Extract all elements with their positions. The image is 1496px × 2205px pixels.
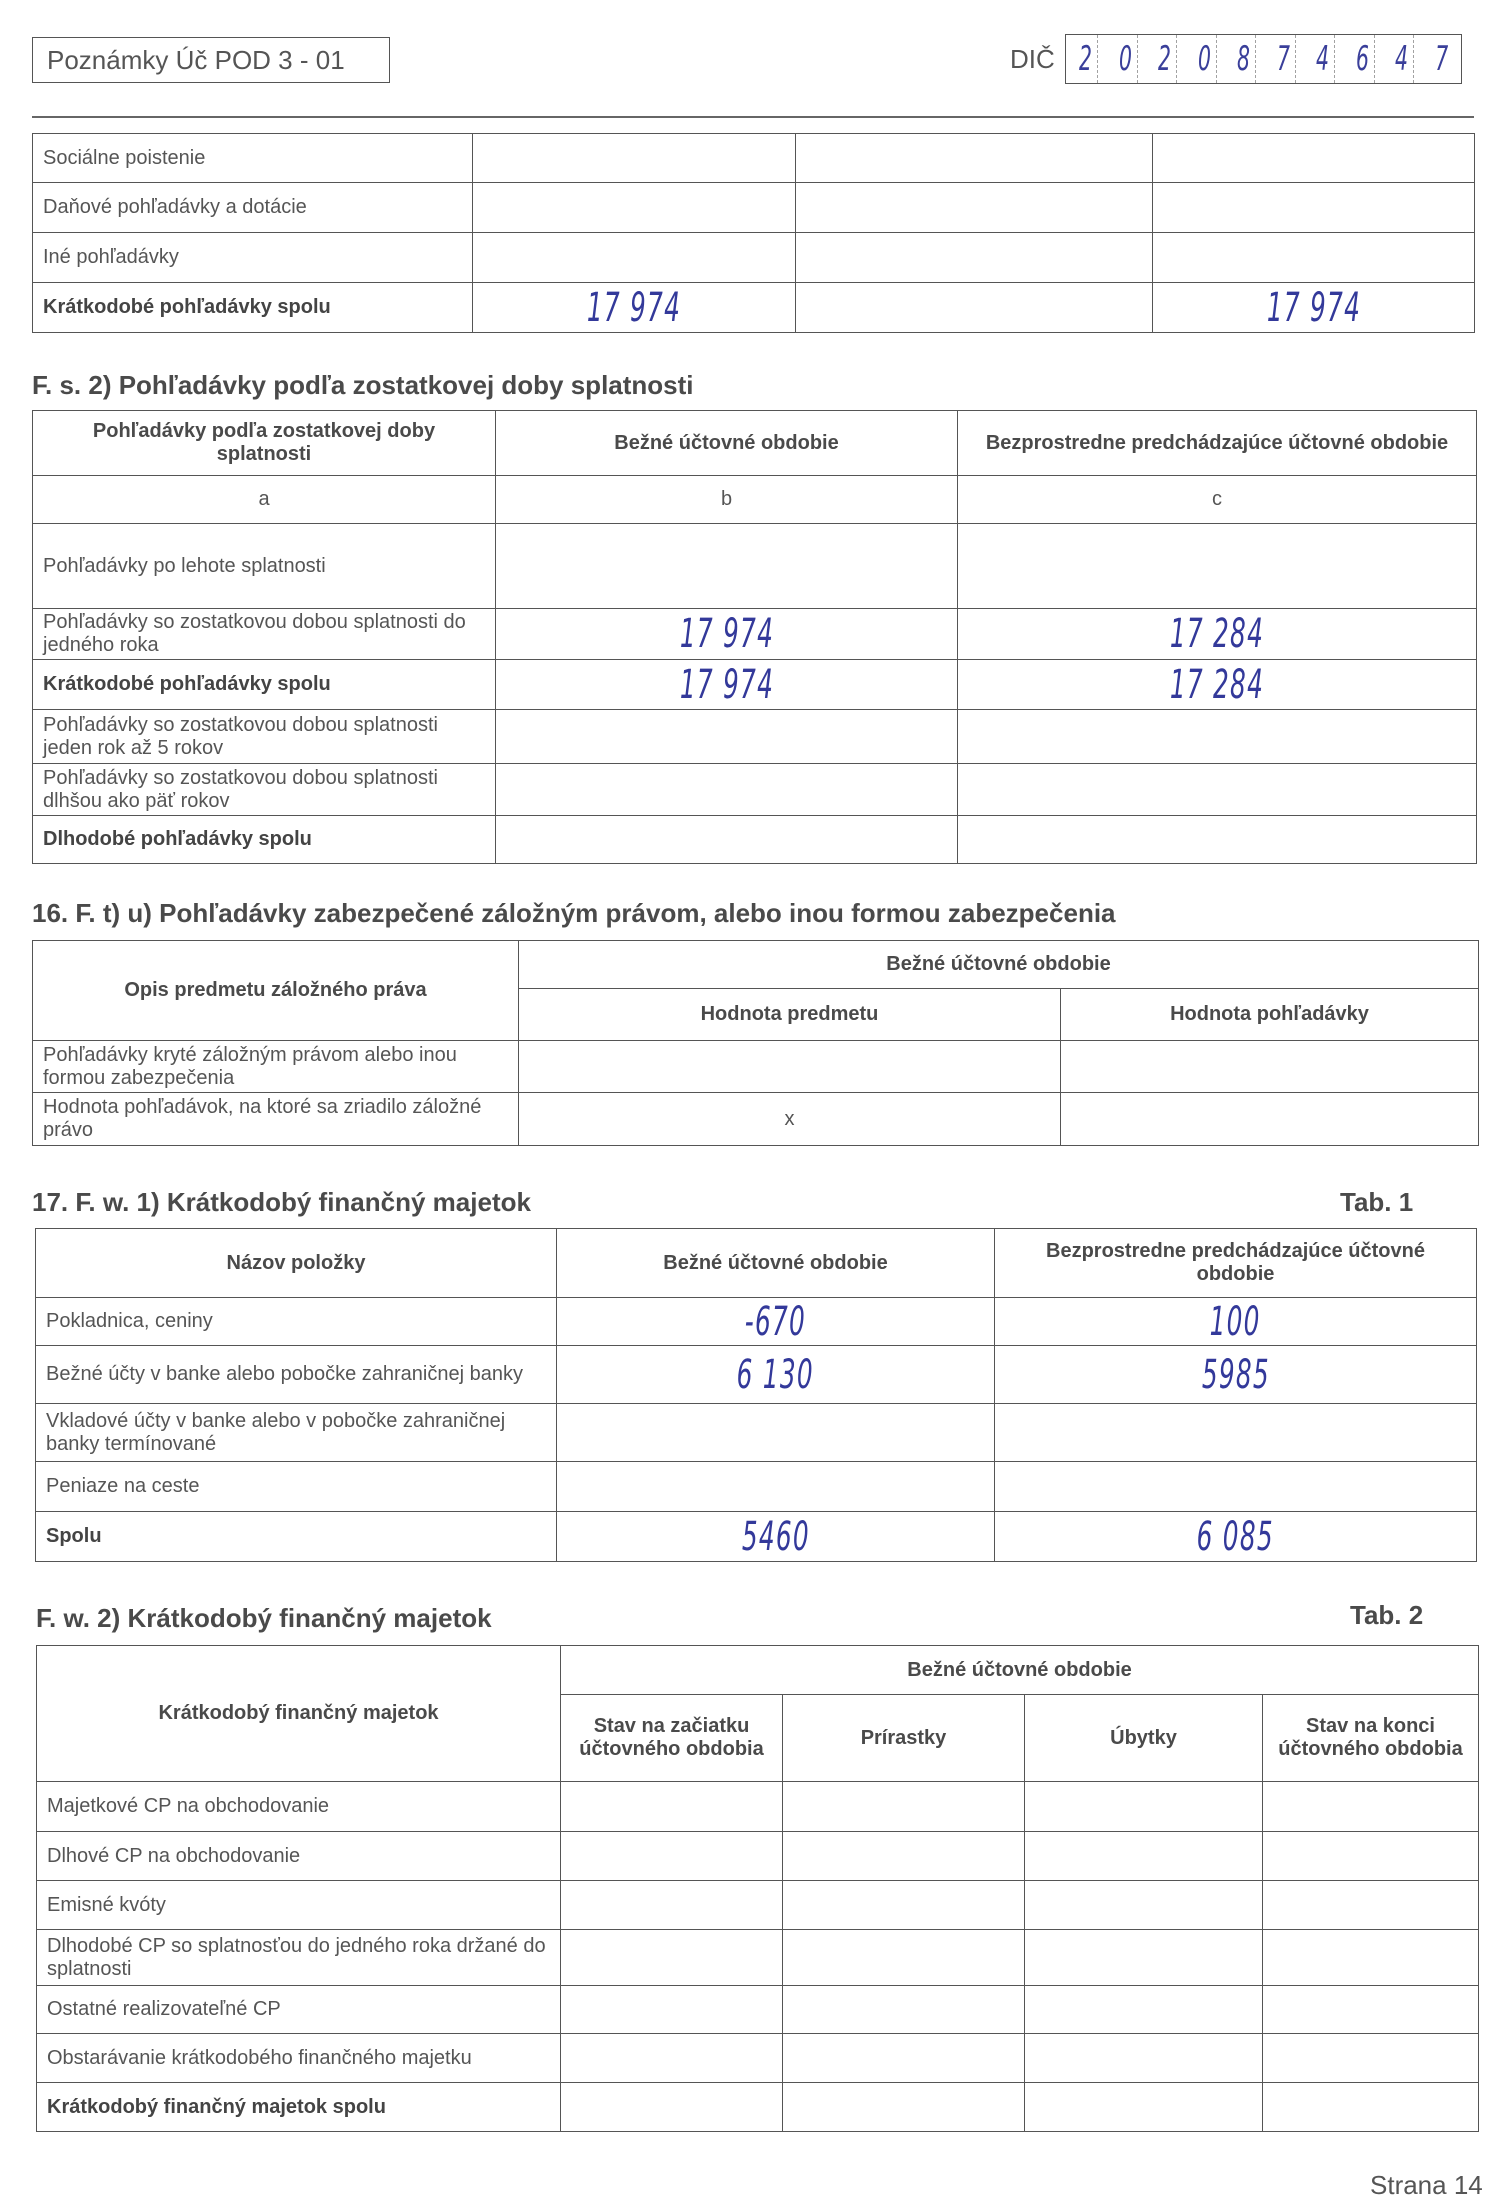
value-cell[interactable] bbox=[783, 1832, 1025, 1881]
table-row bbox=[37, 2034, 1479, 2083]
table-row bbox=[33, 183, 1475, 233]
current-value[interactable]: -670 bbox=[557, 1298, 995, 1346]
dic-digit[interactable]: 7 bbox=[1434, 39, 1448, 79]
table-row bbox=[37, 1986, 1479, 2034]
row-label: Daňové pohľadávky a dotácie bbox=[33, 183, 473, 233]
value-cell[interactable] bbox=[1263, 2034, 1479, 2083]
table-row bbox=[33, 660, 1477, 710]
table-row bbox=[33, 524, 1477, 609]
value-cell[interactable] bbox=[783, 2034, 1025, 2083]
previous-value[interactable] bbox=[958, 524, 1477, 609]
value-cell[interactable] bbox=[783, 1930, 1025, 1986]
row-label: Iné pohľadávky bbox=[33, 233, 473, 283]
row-label: Pohľadávky so zostatkovou dobou splatnosti dlhšou ako päť rokov bbox=[33, 764, 496, 816]
value-cell[interactable] bbox=[1025, 2034, 1263, 2083]
current-value[interactable] bbox=[557, 1404, 995, 1462]
dic-digit[interactable]: 4 bbox=[1311, 35, 1335, 83]
row-label: Krátkodobý finančný majetok spolu bbox=[37, 2083, 561, 2132]
row-label: Spolu bbox=[36, 1512, 557, 1562]
value-receivable[interactable] bbox=[1061, 1093, 1479, 1146]
previous-value[interactable] bbox=[958, 710, 1477, 764]
value-cell[interactable] bbox=[1025, 1986, 1263, 2034]
row-label: Pokladnica, ceniny bbox=[36, 1298, 557, 1346]
column-header: Stav na začiatku účtovného obdobia bbox=[561, 1695, 783, 1782]
column-header: Prírastky bbox=[783, 1695, 1025, 1782]
value-cell[interactable] bbox=[783, 1881, 1025, 1930]
section-title-17: 17. F. w. 1) Krátkodobý finančný majetok bbox=[32, 1187, 531, 1217]
row-label: Ostatné realizovateľné CP bbox=[37, 1986, 561, 2034]
row-label: Krátkodobé pohľadávky spolu bbox=[33, 660, 496, 710]
column-header: Hodnota predmetu bbox=[519, 989, 1061, 1041]
value-cell[interactable] bbox=[1153, 183, 1475, 233]
short-term-financial-assets-table-1 bbox=[35, 1228, 1477, 1562]
value-cell[interactable] bbox=[1153, 134, 1475, 183]
table-row bbox=[37, 1930, 1479, 1986]
row-label: Dlhodobé pohľadávky spolu bbox=[33, 816, 496, 864]
column-header: Stav na konci účtovného obdobia bbox=[1263, 1695, 1479, 1782]
value-cell[interactable] bbox=[1263, 1832, 1479, 1881]
header-row bbox=[37, 1646, 1479, 1695]
previous-value[interactable]: 6 085 bbox=[995, 1512, 1477, 1562]
form-name-box bbox=[32, 37, 390, 83]
table-row bbox=[33, 609, 1477, 660]
value-cell[interactable] bbox=[1153, 233, 1475, 283]
current-value[interactable] bbox=[496, 764, 958, 816]
value-cell[interactable] bbox=[1263, 1930, 1479, 1986]
previous-value[interactable] bbox=[995, 1404, 1477, 1462]
dic-digit[interactable]: 7 bbox=[1271, 35, 1295, 83]
table-row bbox=[33, 134, 1475, 183]
value-cell[interactable] bbox=[1025, 2083, 1263, 2132]
dic-digit[interactable]: 0 bbox=[1113, 35, 1137, 83]
column-header: Bežné účtovné obdobie bbox=[496, 411, 958, 476]
value-cell[interactable] bbox=[1263, 2083, 1479, 2132]
column-letter: b bbox=[496, 476, 958, 524]
column-header: Bezprostredne predchádzajúce účtovné obdobie bbox=[995, 1229, 1477, 1298]
table-row bbox=[33, 816, 1477, 864]
table-row bbox=[37, 1881, 1479, 1930]
value-cell[interactable] bbox=[473, 134, 796, 183]
column-header: Pohľadávky podľa zostatkovej doby splatnosti bbox=[33, 411, 496, 476]
row-label: Sociálne poistenie bbox=[33, 134, 473, 183]
row-label: Pohľadávky po lehote splatnosti bbox=[33, 524, 496, 609]
table-row bbox=[36, 1346, 1477, 1404]
row-label: Obstarávanie krátkodobého finančného majetku bbox=[37, 2034, 561, 2083]
row-label: Vkladové účty v banke alebo v pobočke zahraničnej banky termínované bbox=[36, 1404, 557, 1462]
dic-digit[interactable]: 2 bbox=[1074, 35, 1098, 83]
previous-value[interactable]: 5985 bbox=[995, 1346, 1477, 1404]
receivables-top-table bbox=[32, 133, 1475, 333]
dic-digit[interactable]: 8 bbox=[1232, 35, 1256, 83]
value-cell[interactable] bbox=[1025, 1881, 1263, 1930]
value-cell[interactable] bbox=[1263, 1782, 1479, 1832]
table-row bbox=[33, 1041, 1479, 1093]
previous-value[interactable] bbox=[958, 816, 1477, 864]
current-value[interactable] bbox=[557, 1462, 995, 1512]
tab-label-1: Tab. 1 bbox=[1340, 1187, 1414, 1217]
dic-digit[interactable]: 0 bbox=[1192, 35, 1216, 83]
dic-digit[interactable]: 6 bbox=[1350, 35, 1374, 83]
table-row bbox=[36, 1404, 1477, 1462]
column-header: Bezprostredne predchádzajúce účtovné obdobie bbox=[958, 411, 1477, 476]
table-row bbox=[37, 2083, 1479, 2132]
previous-value[interactable]: 100 bbox=[995, 1298, 1477, 1346]
dic-field[interactable] bbox=[1065, 34, 1462, 84]
column-group-header: Bežné účtovné obdobie bbox=[519, 941, 1479, 989]
collateral-table bbox=[32, 940, 1479, 1146]
column-header: Opis predmetu záložného práva bbox=[33, 941, 519, 1041]
row-label: Bežné účty v banke alebo pobočke zahraničnej banky bbox=[36, 1346, 557, 1404]
section-title-16: 16. F. t) u) Pohľadávky zabezpečené záložným právom, alebo inou formou zabezpečenia bbox=[32, 898, 1116, 928]
value-cell[interactable] bbox=[796, 283, 1153, 333]
column-header: Názov položky bbox=[36, 1229, 557, 1298]
value-cell[interactable] bbox=[473, 233, 796, 283]
row-label: Majetkové CP na obchodovanie bbox=[37, 1782, 561, 1832]
value-cell[interactable] bbox=[796, 134, 1153, 183]
table-row bbox=[33, 283, 1475, 333]
value-subject[interactable]: x bbox=[519, 1093, 1061, 1146]
column-header: Úbytky bbox=[1025, 1695, 1263, 1782]
column-letter: a bbox=[33, 476, 496, 524]
table-row bbox=[36, 1462, 1477, 1512]
header-row bbox=[33, 941, 1479, 989]
dic-digit[interactable]: 4 bbox=[1390, 35, 1414, 83]
value-receivable[interactable] bbox=[1061, 1041, 1479, 1093]
value-cell[interactable]: 17 974 bbox=[1153, 283, 1475, 333]
fs2-table bbox=[32, 410, 1477, 864]
header-divider bbox=[32, 116, 1474, 118]
table-row bbox=[37, 1832, 1479, 1881]
table-row bbox=[37, 1782, 1479, 1832]
page-number: Strana 14 bbox=[1370, 2170, 1483, 2200]
section-title-fs2: F. s. 2) Pohľadávky podľa zostatkovej doby splatnosti bbox=[32, 370, 694, 400]
row-label: Hodnota pohľadávok, na ktoré sa zriadilo záložné právo bbox=[33, 1093, 519, 1146]
letters-row bbox=[33, 476, 1477, 524]
row-label: Peniaze na ceste bbox=[36, 1462, 557, 1512]
dic-label: DIČ bbox=[1010, 44, 1055, 74]
column-group-header: Bežné účtovné obdobie bbox=[561, 1646, 1479, 1695]
current-value[interactable]: 6 130 bbox=[557, 1346, 995, 1404]
current-value[interactable] bbox=[496, 524, 958, 609]
current-value[interactable] bbox=[496, 816, 958, 864]
value-subject[interactable] bbox=[519, 1041, 1061, 1093]
previous-value[interactable] bbox=[995, 1462, 1477, 1512]
previous-value[interactable]: 17 284 bbox=[958, 609, 1477, 660]
value-cell[interactable] bbox=[796, 183, 1153, 233]
form-name: Poznámky Úč POD 3 - 01 bbox=[47, 44, 345, 75]
tab-label-2: Tab. 2 bbox=[1350, 1600, 1424, 1630]
value-cell[interactable] bbox=[561, 1832, 783, 1881]
short-term-financial-assets-table-2 bbox=[36, 1645, 1479, 2132]
row-label: Pohľadávky kryté záložným právom alebo inou formou zabezpečenia bbox=[33, 1041, 519, 1093]
value-cell[interactable] bbox=[783, 2083, 1025, 2132]
column-header: Krátkodobý finančný majetok bbox=[37, 1646, 561, 1782]
value-cell[interactable] bbox=[561, 2083, 783, 2132]
value-cell[interactable] bbox=[783, 1986, 1025, 2034]
row-label: Dlhodobé CP so splatnosťou do jedného roka držané do splatnosti bbox=[37, 1930, 561, 1986]
header-row bbox=[36, 1229, 1477, 1298]
value-cell[interactable] bbox=[561, 1930, 783, 1986]
value-cell[interactable] bbox=[1263, 1986, 1479, 2034]
current-value[interactable]: 17 974 bbox=[496, 609, 958, 660]
value-cell[interactable] bbox=[783, 1782, 1025, 1832]
value-cell[interactable] bbox=[473, 183, 796, 233]
value-cell[interactable] bbox=[1025, 1832, 1263, 1881]
table-row bbox=[33, 1093, 1479, 1146]
value-cell[interactable] bbox=[561, 1881, 783, 1930]
table-row bbox=[36, 1298, 1477, 1346]
column-header: Bežné účtovné obdobie bbox=[557, 1229, 995, 1298]
value-cell[interactable] bbox=[1025, 1930, 1263, 1986]
previous-value[interactable]: 17 284 bbox=[958, 660, 1477, 710]
current-value[interactable]: 17 974 bbox=[496, 660, 958, 710]
row-label: Krátkodobé pohľadávky spolu bbox=[33, 283, 473, 333]
value-cell[interactable] bbox=[1025, 1782, 1263, 1832]
column-header: Hodnota pohľadávky bbox=[1061, 989, 1479, 1041]
value-cell[interactable] bbox=[1263, 1881, 1479, 1930]
value-cell[interactable] bbox=[796, 233, 1153, 283]
previous-value[interactable] bbox=[958, 764, 1477, 816]
current-value[interactable] bbox=[496, 710, 958, 764]
header-row bbox=[33, 411, 1477, 476]
column-letter: c bbox=[958, 476, 1477, 524]
value-cell[interactable] bbox=[561, 1986, 783, 2034]
table-row bbox=[33, 233, 1475, 283]
row-label: Dlhové CP na obchodovanie bbox=[37, 1832, 561, 1881]
value-cell[interactable] bbox=[561, 2034, 783, 2083]
dic-digit[interactable]: 2 bbox=[1153, 35, 1177, 83]
section-title-fw2: F. w. 2) Krátkodobý finančný majetok bbox=[36, 1603, 492, 1633]
row-label: Pohľadávky so zostatkovou dobou splatnosti jeden rok až 5 rokov bbox=[33, 710, 496, 764]
table-row bbox=[33, 764, 1477, 816]
row-label: Pohľadávky so zostatkovou dobou splatnosti do jedného roka bbox=[33, 609, 496, 660]
current-value[interactable]: 5460 bbox=[557, 1512, 995, 1562]
value-cell[interactable] bbox=[561, 1782, 783, 1832]
value-cell[interactable]: 17 974 bbox=[473, 283, 796, 333]
table-row bbox=[36, 1512, 1477, 1562]
table-row bbox=[33, 710, 1477, 764]
row-label: Emisné kvóty bbox=[37, 1881, 561, 1930]
